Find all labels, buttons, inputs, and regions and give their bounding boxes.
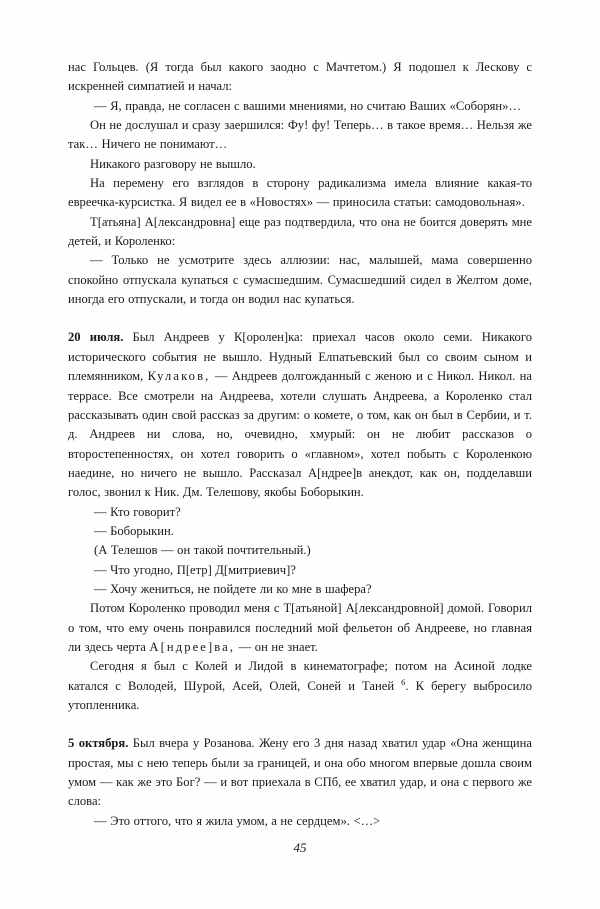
entry-spacer xyxy=(68,309,532,328)
page-number: 45 xyxy=(293,840,307,855)
dialogue-line-boborykin: — Боборыкин. xyxy=(94,523,174,538)
dialogue-line-what-do-you-want: — Что угодно, П[етр] Д[митриевич]? xyxy=(94,562,296,577)
dialogue-line-teleshov-aside: (А Телешов — он такой почтительный.) xyxy=(94,543,311,558)
dialogue-line-soboryane: — Я, правда, не согласен с вашими мнениями, но считаю Ваших «Соборян»… xyxy=(94,98,522,113)
entry-july-20-text-part-1: Был Андреев у К[оролен]ка: приехал часов около семи. Никакого исторического события не вышло. Нудный Елпатьевский был со своим сыном и племянником, xyxy=(68,330,532,384)
paragraph-no-conversation: Никакого разговору не вышло. xyxy=(90,156,256,171)
diary-entry-july-20 xyxy=(68,328,532,502)
entry-date-october-5: 5 октября. xyxy=(68,736,129,751)
paragraph-fu-fu: Он не дослушал и сразу заершился: Фу! фу! Теперь… в такое время… Нельзя же так… Ничего не понимают… xyxy=(68,118,532,152)
diary-entry-october-5 xyxy=(68,734,532,811)
paragraph-korolenko-walked-me-home xyxy=(68,599,532,657)
dialogue-line-who-speaks: — Кто говорит? xyxy=(94,504,181,519)
paragraph-allusions: — Только не усмотрите здесь аллюзии: нас, малышей, мама совершенно спокойно отпускала купаться с сумасшедшим. Сумасшедший сидел в Желтом доме, иногда его отпускали, и тогда он водил нас купаться. xyxy=(68,253,532,307)
paragraph-change-of-views: На перемену его взглядов в сторону радикализма имела влияние какая-то евреечка-курсистка. Я видел ее в «Новостях» — приносила статьи: самодовольная». xyxy=(68,176,532,210)
paragraph-korolenko-spaced-name: А[ндрее]ва, xyxy=(149,639,236,654)
paragraph-continuation: нас Гольцев. (Я тогда был какого заодно с Мачтетом.) Я подошел к Лескову с искренней симпатией и начал: xyxy=(68,60,532,94)
entry-july-20-text-part-2: — Андреев долгожданный с женою и с Никол. Никол. на террасе. Все смотрели на Андреева, хотели слушать Андреева, а Короленко стал рассказывать один свой рассказ за другим: о комете, о том, как он был в Сербии, и т. д. Андреев ни слова, но, очевидно, хмурый: он не любит рассказов о второстепенностях, он хотел говорить о «главном», хотел побыть с Короленкою наедине, но ничего не вышло. Рассказал А[ндрее]в анекдот, как он, подделавши голос, звонил к Ник. Дм. Телешову, якобы Боборыкин. xyxy=(68,369,532,500)
paragraph-korolenko-text-part-2: — он не знает. xyxy=(235,639,318,654)
paragraph-cinema-text-part-2: . К берегу выбросило утопленника. xyxy=(68,678,532,712)
paragraph-tatyana-aleksandrovna: Т[атьяна] А[лександровна] еще раз подтвердила, что она не боится доверять мне детей, и Короленко: xyxy=(68,214,532,249)
entry-october-5-text: Был вчера у Розанова. Жену его 3 дня назад хватил удар «Она женщина простая, мы с нею теперь были за границей, и она обо многом впервые дошла своим умом — как же это Бог? — и вот приехала в СПб, ее хватил удар, и она с первого же слова: xyxy=(68,736,532,809)
entry-july-20-spaced-name: Кулаков, xyxy=(147,369,211,384)
dialogue-line-lived-by-mind: — Это оттого, что я жила умом, а не сердцем». <…> xyxy=(94,813,381,828)
footnote-reference-marker: 6 xyxy=(401,677,406,687)
entry-date-july-20: 20 июля. xyxy=(68,330,124,345)
paragraph-korolenko-text-part-1: Потом Короленко проводил меня с Т[атьяной] А[лександровной] домой. Говорил о том, что ему очень понравился последний мой фельетон об Андрееве, но главная ли здесь черта xyxy=(68,601,532,654)
paragraph-cinema-and-boat xyxy=(68,657,532,715)
text-column xyxy=(68,58,532,831)
paragraph-cinema-text-part-1: Сегодня я был с Колей и Лидой в кинематографе; потом на Асиной лодке катался с Володей, Шурой, Асей, Олей, Соней и Таней xyxy=(68,659,532,693)
entry-spacer xyxy=(68,715,532,734)
dialogue-line-best-man: — Хочу жениться, не пойдете ли ко мне в шафера? xyxy=(94,581,372,596)
